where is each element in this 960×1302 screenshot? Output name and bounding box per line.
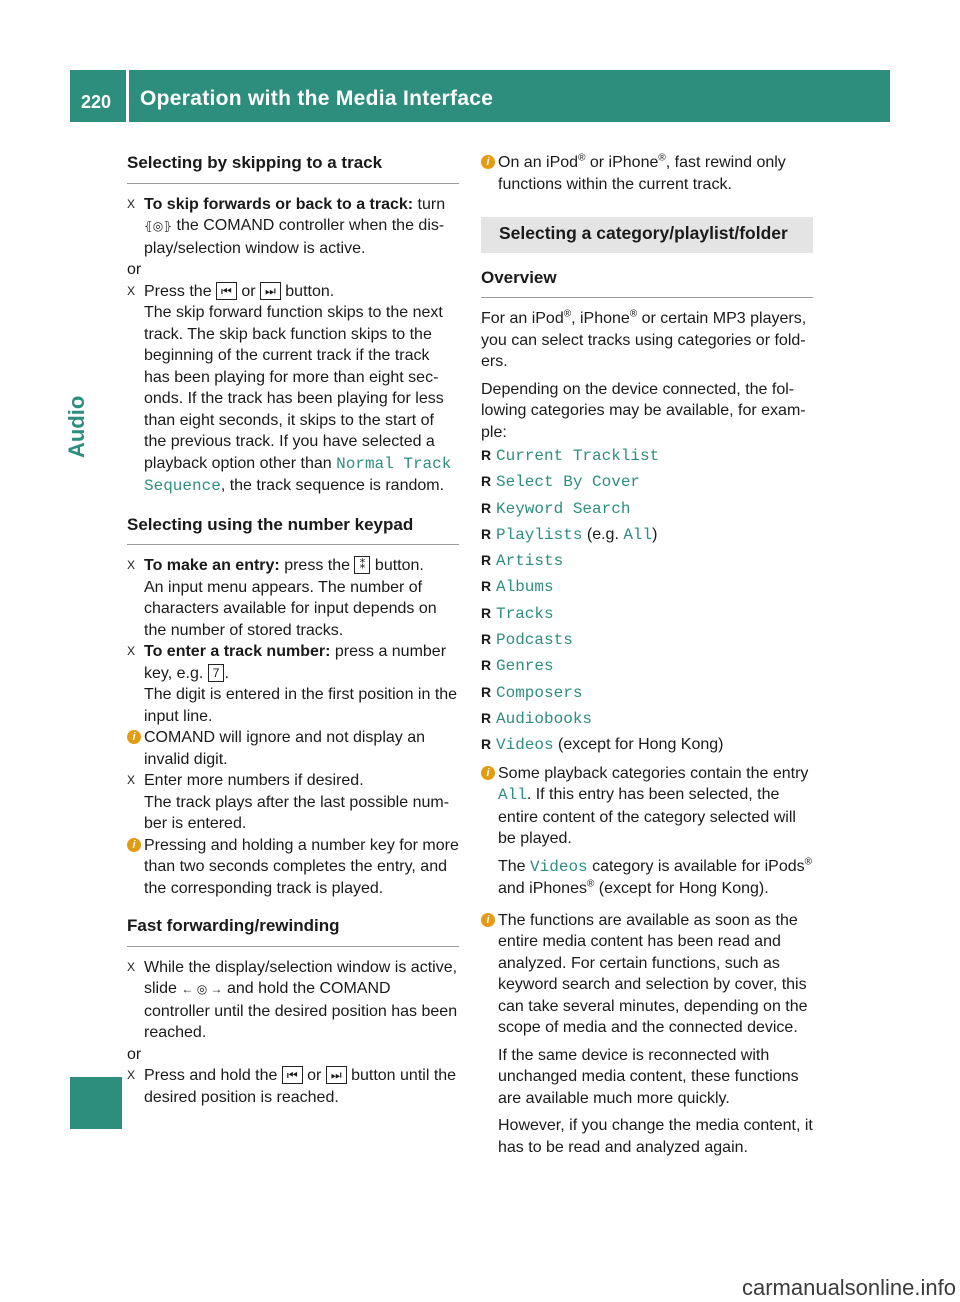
section-heading: Overview [481,267,813,299]
instruction-step [127,957,459,1044]
note-text: Some playback categories contain the entry [498,764,809,782]
step-text: The track plays after the last possible number is entered. [144,793,450,832]
info-icon: i [481,766,495,780]
step-arrow-icon: X [127,959,136,974]
step-lead: To enter a track number: [144,643,331,660]
registered-mark: ® [586,878,595,890]
category-name: Podcasts [496,631,573,650]
step-text: The skip forward function skips to the next track. The skip back function skips to the beginning of the current track if the track has been playing for more than eight seconds. If the track has been playing for less than eight seconds, it skips to the start of the previous track. If you have selected a playback option other than [144,304,444,472]
bullet-icon: R [481,683,492,700]
paragraph-text: For an iPod [481,310,564,327]
paragraph: Depending on the device connected, the following categories may be available, for example: [481,380,806,441]
or-text: or [127,261,142,278]
category-name: Tracks [496,604,554,623]
category-name: Select By Cover [496,473,641,492]
instruction-step: X To enter a track number: press a number key, e.g. 7 . The digit is entered in the first position in the input line. [127,643,458,725]
category-list-item [481,706,813,732]
step-text: button. [374,557,424,574]
bullet-icon: R [481,447,492,463]
note-text: The [498,857,526,875]
step-arrow-icon: X [127,1068,136,1082]
step-text: Press the [144,282,212,300]
key-digit: 7 [212,665,220,680]
note-text: , fast rewind only functions within the current track. [498,154,786,193]
number-7-key-icon [208,664,225,682]
skip-forward-button-icon: ⏭ [326,1066,347,1084]
side-tab-marker [70,1077,122,1129]
category-name: Genres [496,657,554,676]
bullet-icon: R [481,631,492,648]
info-icon: i [127,838,141,852]
step-text: press the [279,557,351,574]
step-text: and hold the COMAND controller until the desired position has been reached. [144,980,458,1041]
display-option: Videos [530,857,588,876]
step-text: button. [285,282,335,300]
paragraph-text: , iPhone [571,310,630,327]
note-text: and iPhones [498,880,587,898]
registered-mark: ® [578,152,586,164]
bullet-icon: R [481,525,492,542]
right-column [481,152,813,1158]
step-text: turn [413,195,446,213]
info-note [127,727,459,770]
info-note [481,910,813,1159]
category-name: Artists [496,552,564,571]
category-list-item [481,574,813,600]
hash-key-icon: ⁑ [354,556,370,574]
bullet-icon: R [481,578,492,595]
step-text: the COMAND controller when the display/selection window is active. [144,217,445,257]
category-list-item [481,548,813,574]
paragraph [481,308,813,373]
display-option: All [498,786,527,805]
category-list-item [481,627,813,653]
note-text: If the same device is reconnected with unchanged media content, these functions are available much more quickly. [498,1046,799,1107]
bullet-icon: R [481,657,492,674]
bullet-icon: R [481,499,492,516]
category-list-item [481,496,813,522]
bullet-icon: R [481,604,492,621]
page-title: Operation with the Media Interface [140,87,494,110]
note-text: (except for Hong Kong). [594,880,769,898]
category-note: (e.g. [582,525,624,543]
section-heading: Selecting by skipping to a track [127,152,459,184]
step-text: or [241,282,256,300]
step-arrow-icon: X [127,773,136,787]
registered-mark: ® [629,308,638,320]
step-text: or [307,1067,322,1084]
section-heading: Fast forwarding/rewinding [127,915,459,947]
category-name: Composers [496,683,583,702]
category-name: Keyword Search [496,499,631,518]
note-text: . If this entry has been selected, the entire content of the category selected will be played. [498,786,796,848]
step-text: Press and hold the [144,1067,278,1084]
registered-mark: ® [563,308,572,320]
instruction-step [127,281,459,498]
step-text: While the display/selection window is active, slide [144,958,458,997]
info-note [127,835,459,900]
skip-back-button-icon: ⏮ [216,282,237,300]
category-list-item [481,680,813,706]
step-arrow-icon: X [127,196,136,211]
note-text: COMAND will ignore and not display an invalid digit. [144,729,426,768]
step-lead: To skip forwards or back to a track: [144,195,414,213]
step-lead: To make an entry: [144,557,280,574]
category-list-item [481,601,813,627]
section-heading: Selecting using the number keypad [127,514,459,546]
skip-forward-button-icon: ⏭ [260,282,281,300]
bullet-icon: R [481,552,492,569]
info-icon: i [481,155,495,169]
or-text: or [127,1045,142,1063]
info-note [481,152,813,195]
note-text: On an iPod [498,154,579,171]
category-list [481,443,813,759]
step-text: , the track sequence is random. [220,477,445,494]
step-arrow-icon: X [127,644,136,658]
info-icon: i [481,913,495,927]
category-name: Albums [496,578,554,597]
category-note: ) [652,525,658,543]
step-text: Enter more numbers if desired. [144,772,364,789]
step-text: press a number key, e.g. [144,643,447,682]
bullet-icon: R [481,736,492,753]
paragraph-text: or certain MP3 players, you can select tracks using categories or folders. [481,310,807,370]
note-text: The functions are available as soon as the entire media content has been read and analyzed. For certain functions, such as keyword search and selection by cover, this can take several minutes, depending on the scope of media and the connected device. [498,911,808,1037]
display-option: Normal Track Sequence [144,454,452,495]
page-number: 220 [81,92,112,112]
info-note [481,763,813,900]
chapter-heading: Selecting a category/playlist/folder [481,217,813,253]
instruction-step [127,770,459,835]
watermark: carmanualsonline.info [741,1274,956,1300]
category-list-item [481,469,813,495]
category-name: Videos [496,736,554,755]
step-text: button until the desired position is reached. [144,1067,457,1106]
category-list-item [481,522,813,548]
category-note: (except for Hong Kong) [553,736,724,754]
registered-mark: ® [804,856,813,868]
note-text: However, if you change the media content, it has to be read and analyzed again. [498,1117,813,1156]
category-list-item [481,732,813,758]
instruction-step [127,1065,459,1108]
instruction-step [127,194,459,260]
category-name: Playlists [496,525,583,544]
step-text: An input menu appears. The number of characters available for input depends on the number of stored tracks. [144,578,437,639]
info-icon: i [127,730,141,744]
step-arrow-icon: X [127,283,136,298]
category-name: Current Tracklist [496,447,660,465]
slide-controller-icon: ← ◎ → [181,982,223,996]
side-tab-label: Audio [64,395,89,458]
registered-mark: ® [658,152,666,164]
step-arrow-icon: X [127,558,136,572]
bullet-icon: R [481,709,492,726]
category-list-item [481,443,813,469]
note-text: or iPhone [585,154,659,171]
note-text: Pressing and holding a number key for more than two seconds completes the entry, and the corresponding track is played. [144,836,459,897]
bullet-icon: R [481,473,492,490]
skip-back-button-icon: ⏮ [282,1066,303,1084]
category-name: Audiobooks [496,709,593,728]
header-divider [126,70,129,122]
instruction-step [127,555,459,641]
turn-controller-icon: ⦃◎⦄ [144,219,173,233]
category-example: All [623,525,653,544]
step-text: The digit is entered in the first position in the input line. [144,686,458,725]
category-list-item [481,653,813,679]
left-column [127,152,459,1108]
note-text: category is available for iPods [587,857,805,875]
